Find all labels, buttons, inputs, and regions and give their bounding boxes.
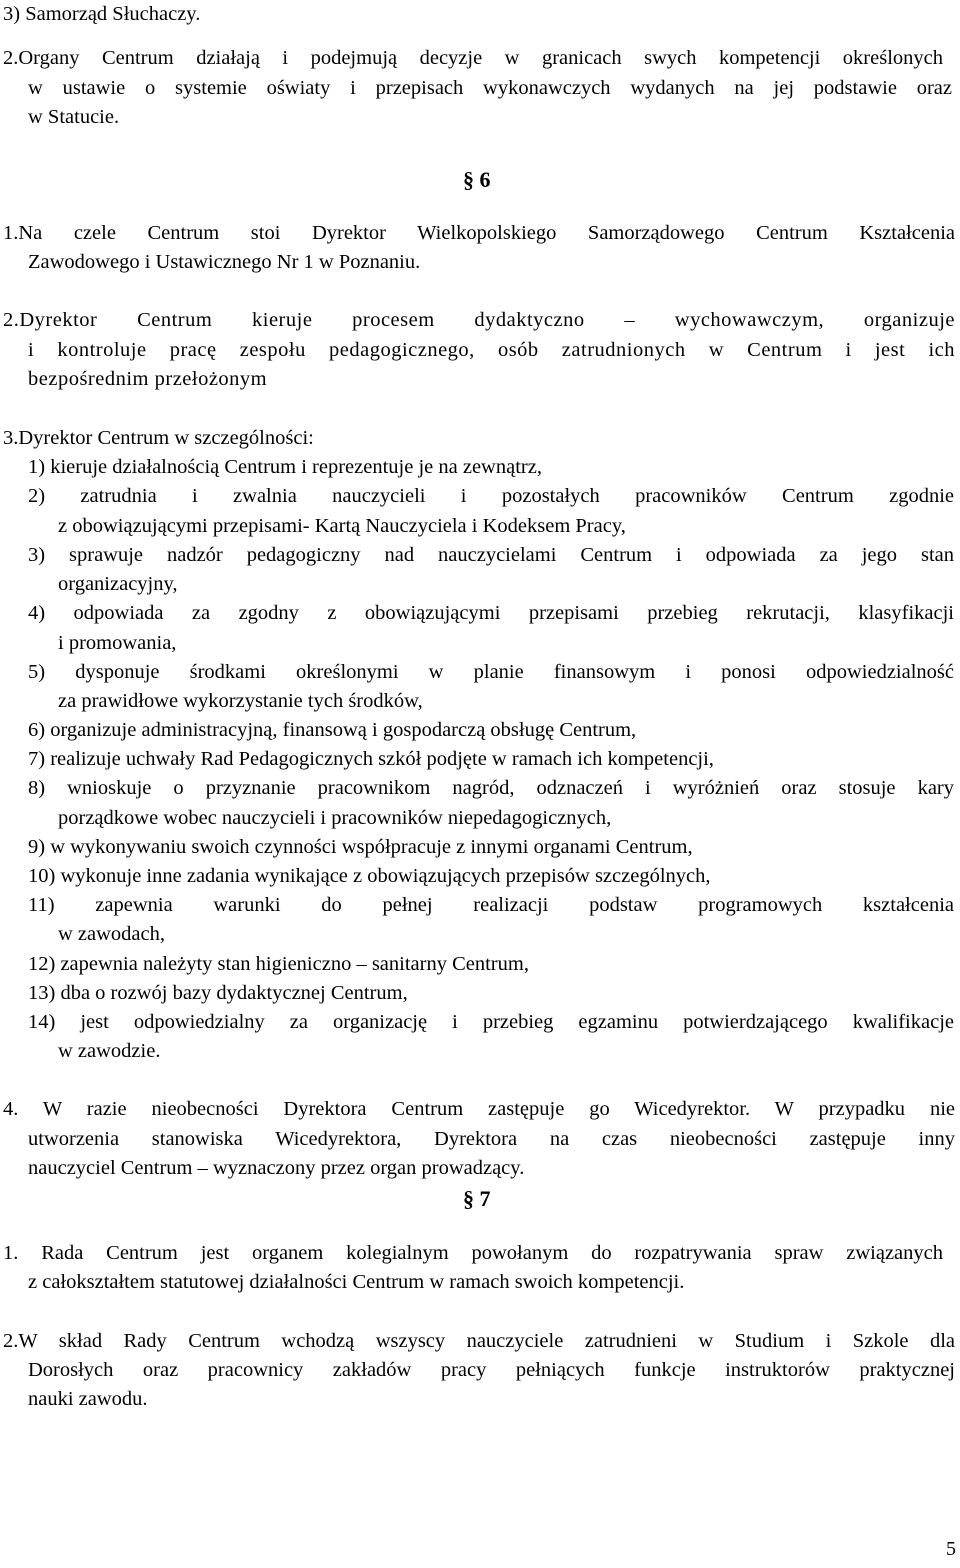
text-line: z całokształtem statutowej działalności Centrum w ramach swoich kompetencji. bbox=[28, 1271, 685, 1293]
text-line: bezpośrednim przełożonym bbox=[28, 368, 268, 390]
list-item: 4) odpowiada za zgodny z obowiązującymi przepisami przebieg rekrutacji, klasyfikacji bbox=[28, 602, 954, 624]
text-line: Dorosłych oraz pracownicy zakładów pracy pełniących funkcje instruktorów praktycznej bbox=[28, 1359, 955, 1381]
list-item: 9) w wykonywaniu swoich czynności współpracuje z innymi organami Centrum, bbox=[28, 836, 693, 858]
section-heading-7: § 7 bbox=[463, 1186, 491, 1211]
text-line: 2.Dyrektor Centrum kieruje procesem dydaktyczno – wychowawczym, organizuje bbox=[3, 309, 955, 331]
list-item: 11) zapewnia warunki do pełnej realizacji podstaw programowych kształcenia bbox=[28, 894, 954, 916]
text-line: 2.Organy Centrum działają i podejmują decyzje w granicach swych kompetencji określonych bbox=[3, 47, 943, 69]
list-item-continuation: z obowiązującymi przepisami- Kartą Nauczyciela i Kodeksem Pracy, bbox=[58, 515, 626, 537]
list-item-continuation: porządkowe wobec nauczycieli i pracowników niepedagogicznych, bbox=[58, 807, 612, 829]
section-heading-6: § 6 bbox=[463, 167, 491, 192]
list-item: 8) wnioskuje o przyznanie pracownikom nagród, odznaczeń i wyróżnień oraz stosuje kary bbox=[28, 777, 954, 799]
list-item-continuation: w zawodach, bbox=[58, 923, 166, 945]
text-line: w Statucie. bbox=[28, 106, 120, 128]
list-item-continuation: w zawodzie. bbox=[58, 1040, 161, 1062]
list-item: 5) dysponuje środkami określonymi w planie finansowym i ponosi odpowiedzialność bbox=[28, 661, 954, 683]
text-line: 1. Rada Centrum jest organem kolegialnym powołanym do rozpatrywania spraw związanych bbox=[3, 1242, 943, 1264]
text-line: nauczyciel Centrum – wyznaczony przez organ prowadzący. bbox=[28, 1157, 525, 1179]
text-line: utworzenia stanowiska Wicedyrektora, Dyrektora na czas nieobecności zastępuje inny bbox=[28, 1128, 955, 1150]
list-item: 6) organizuje administracyjną, finansową i gospodarczą obsługę Centrum, bbox=[28, 719, 637, 741]
text-line: w ustawie o systemie oświaty i przepisach wykonawczych wydanych na jej podstawie oraz bbox=[28, 77, 952, 99]
text-line: 3) Samorząd Słuchaczy. bbox=[3, 3, 201, 25]
text-line: 4. W razie nieobecności Dyrektora Centrum zastępuje go Wicedyrektor. W przypadku nie bbox=[3, 1098, 955, 1120]
text-line: nauki zawodu. bbox=[28, 1388, 148, 1410]
list-item-continuation: organizacyjny, bbox=[58, 573, 178, 595]
list-item: 7) realizuje uchwały Rad Pedagogicznych szkół podjęte w ramach ich kompetencji, bbox=[28, 748, 714, 770]
text-line: i kontroluje pracę zespołu pedagogicznego, osób zatrudnionych w Centrum i jest ich bbox=[28, 339, 955, 361]
text-line: Zawodowego i Ustawicznego Nr 1 w Poznaniu. bbox=[28, 251, 421, 273]
list-item-continuation: za prawidłowe wykorzystanie tych środków, bbox=[58, 690, 423, 712]
list-item: 12) zapewnia należyty stan higieniczno – sanitarny Centrum, bbox=[28, 953, 529, 975]
text-line: 1.Na czele Centrum stoi Dyrektor Wielkopolskiego Samorządowego Centrum Kształcenia bbox=[3, 222, 955, 244]
page-number: 5 bbox=[946, 1537, 956, 1560]
list-item: 2) zatrudnia i zwalnia nauczycieli i pozostałych pracowników Centrum zgodnie bbox=[28, 485, 954, 507]
list-item: 14) jest odpowiedzialny za organizację i przebieg egzaminu potwierdzającego kwalifikacje bbox=[28, 1011, 954, 1033]
list-item-continuation: i promowania, bbox=[58, 632, 177, 654]
list-item: 3) sprawuje nadzór pedagogiczny nad nauczycielami Centrum i odpowiada za jego stan bbox=[28, 544, 954, 566]
list-item: 1) kieruje działalnością Centrum i reprezentuje je na zewnątrz, bbox=[28, 456, 542, 478]
text-line: 3.Dyrektor Centrum w szczególności: bbox=[3, 427, 314, 449]
list-item: 13) dba o rozwój bazy dydaktycznej Centrum, bbox=[28, 982, 408, 1004]
list-item: 10) wykonuje inne zadania wynikające z obowiązujących przepisów szczególnych, bbox=[28, 865, 711, 887]
text-line: 2.W skład Rady Centrum wchodzą wszyscy nauczyciele zatrudnieni w Studium i Szkole dla bbox=[3, 1330, 955, 1352]
